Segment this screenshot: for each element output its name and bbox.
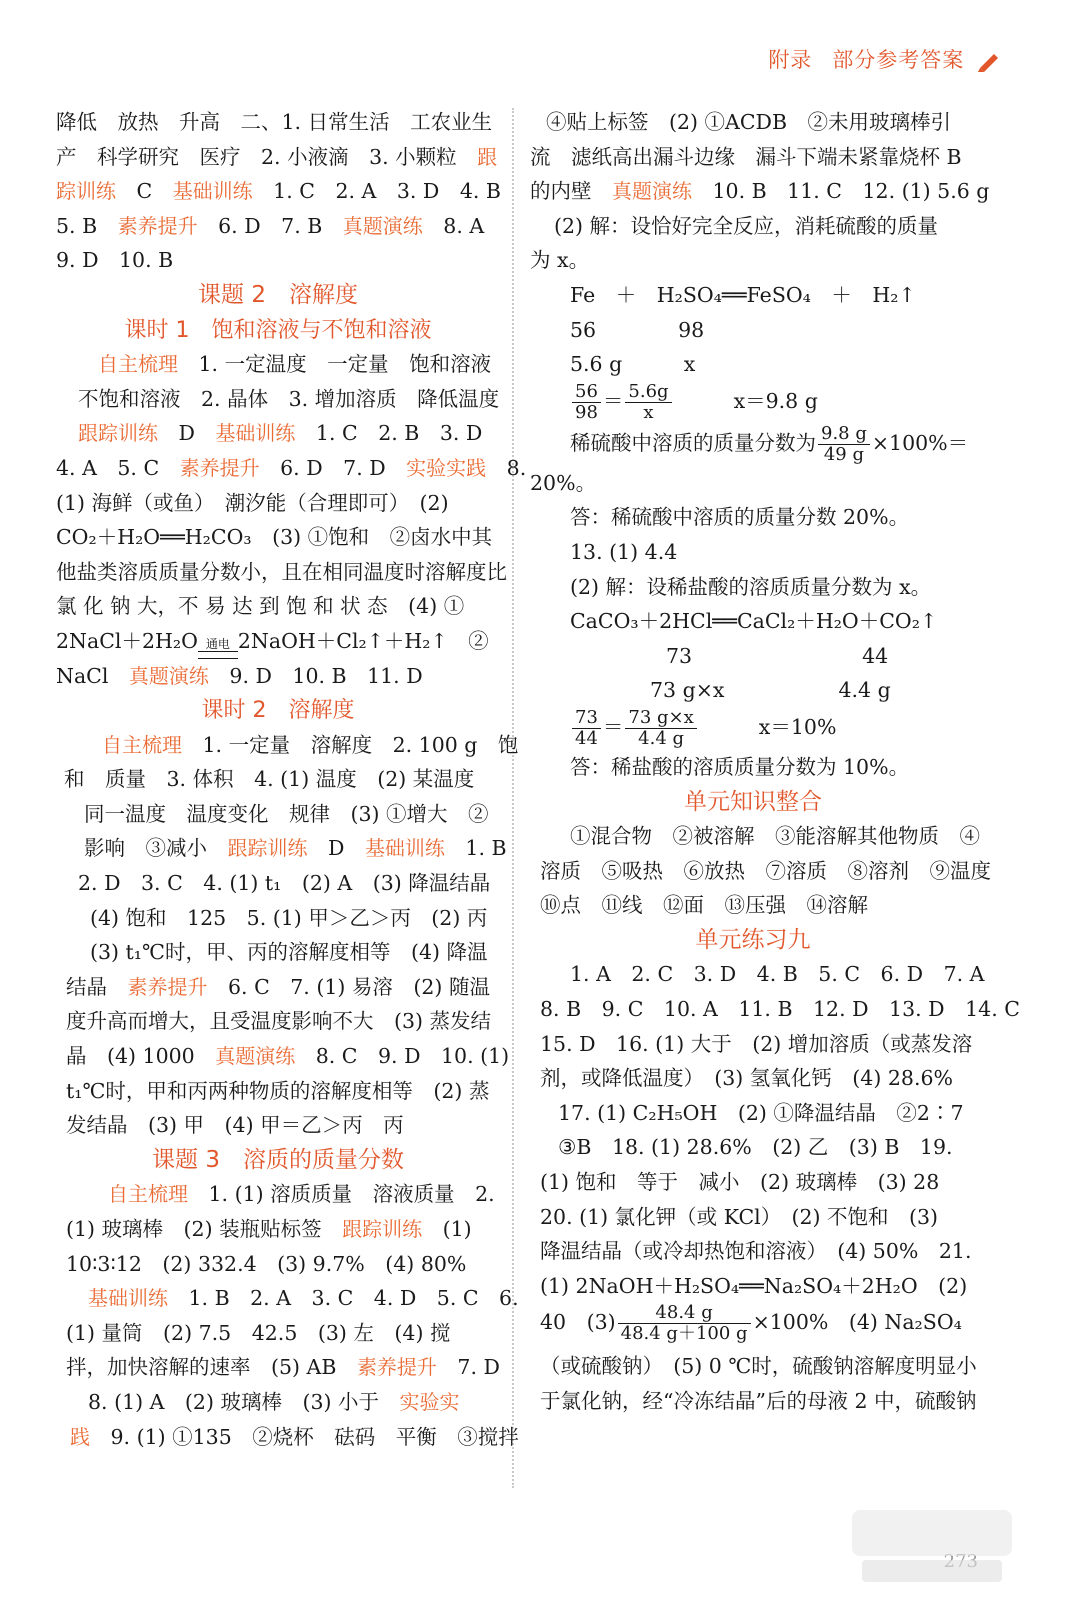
- section-tag: 素养提升: [356, 1355, 437, 1380]
- answer-line: 践 9. (1) ①135 ②烧杯 砝码 平衡 ③搅拌: [70, 1424, 519, 1449]
- answer-line: 于氯化钠，经“冷冻结晶”后的母液 2 中，硫酸钠: [540, 1389, 977, 1413]
- answer-line: 产 科学研究 医疗 2. 小液滴 3. 小颗粒 跟: [56, 144, 498, 169]
- answer-line: ③B 18. (1) 28.6% (2) 乙 (3) B 19.: [558, 1135, 953, 1160]
- chemical-equation: Fe ＋ H₂SO₄══FeSO₄ ＋ H₂↑: [570, 282, 916, 307]
- fraction: $\frac{5.6g}{x}$: [625, 382, 671, 423]
- section-tag: 基础训练: [172, 179, 253, 204]
- answer-line: 自主梳理 1. (1) 溶质质量 溶液质量 2.: [108, 1182, 495, 1207]
- unit-heading: 单元知识整合: [684, 788, 822, 815]
- answer-line: 20. (1) 氯化钾（或 KCl） (2) 不饱和 (3): [540, 1204, 939, 1229]
- answer-line: ④贴上标签 (2) ①ACDB ②未用玻璃棒引: [546, 110, 952, 134]
- section-tag: 素养提升: [179, 455, 260, 480]
- answer-line: 拌，加快溶解的速率 (5) AB 素养提升 7. D: [66, 1355, 500, 1380]
- pencil-icon: [976, 50, 1002, 72]
- answer-line: 氯 化 钠 大，不 易 达 到 饱 和 状 态 (4) ①: [56, 594, 465, 619]
- topic-heading: 课题 2 溶解度: [198, 281, 358, 308]
- equation-coefficients: 73 44: [666, 643, 889, 668]
- answer-line: 度升高而增大，且受温度影响不大 (3) 蒸发结: [66, 1009, 492, 1034]
- answer-line: (1) 玻璃棒 (2) 装瓶贴标签 跟踪训练 (1): [66, 1217, 472, 1241]
- answer-line: 流 滤纸高出漏斗边缘 漏斗下端未紧靠烧杯 B: [530, 144, 962, 169]
- section-tag: 素养提升: [117, 213, 198, 238]
- section-tag: 基础训练: [88, 1286, 168, 1311]
- answer-line: 4. A 5. C 素养提升 6. D 7. D 实验实践 8.: [56, 455, 527, 480]
- section-tag: 基础训练: [215, 421, 296, 446]
- answer-line: 降温结晶（或冷却热饱和溶液） (4) 50% 21.: [540, 1239, 972, 1264]
- right-column: [530, 105, 1020, 1419]
- answer-line: 10∶3∶12 (2) 332.4 (3) 9.7% (4) 80%: [66, 1251, 467, 1276]
- chemical-equation: 2NaCl＋2H₂O 通电 2NaOH＋Cl₂↑＋H₂↑ ②: [56, 624, 500, 659]
- section-tag: 真题演练: [215, 1044, 296, 1069]
- section-tag: 跟踪训练: [227, 836, 308, 861]
- chemical-equation: CO₂＋H₂O══H₂CO₃: [56, 525, 252, 550]
- section-tag: 实验实践: [406, 455, 487, 480]
- header-appendix: 附录: [768, 48, 813, 72]
- answer-line: 8. (1) A (2) 玻璃棒 (3) 小于 实验实: [88, 1389, 460, 1414]
- lesson-heading: 课时 1 饱和溶液与不饱和溶液: [124, 317, 432, 343]
- answer-line: (2) 解：设恰好完全反应，消耗硫酸的质量: [554, 213, 939, 238]
- answer-line: 结晶 素养提升 6. C 7. (1) 易溶 (2) 随温: [66, 974, 490, 999]
- section-tag: 踪训练: [56, 179, 116, 204]
- answer-line: 跟踪训练 D 基础训练 1. C 2. B 3. D: [78, 421, 483, 446]
- answer-line: (2) 解：设稀盐酸的溶质质量分数为 x。: [570, 574, 932, 599]
- answer-line: 同一温度 温度变化 规律 (3) ①增大 ②: [84, 801, 489, 826]
- answer-line: (4) 饱和 125 5. (1) 甲＞乙＞丙 (2) 丙: [90, 905, 488, 930]
- answer-line: 9. D 10. B: [56, 248, 174, 273]
- answer-line: 答：稀盐酸的溶质质量分数为 10%。: [570, 754, 910, 779]
- answer-line: 为 x。: [530, 248, 590, 273]
- answer-line: 不饱和溶液 2. 晶体 3. 增加溶质 降低温度: [78, 386, 500, 411]
- section-tag: 践: [70, 1424, 90, 1449]
- answer-line: CO₂＋H₂O══H₂CO₃ (3) ①饱和 ②卤水中其: [56, 525, 493, 550]
- answer-line: 13. (1) 4.4: [570, 539, 678, 564]
- section-tag: 真题演练: [342, 213, 423, 238]
- fraction: $\frac{56}{98}$: [572, 382, 601, 423]
- fraction: $\frac{9.8 g}{49 g}$: [818, 424, 870, 465]
- fraction: $\frac{73}{44}$: [572, 708, 601, 749]
- answer-line: 自主梳理 1. 一定温度 一定量 饱和溶液: [98, 352, 492, 377]
- section-tag: 自主梳理: [102, 732, 182, 757]
- answer-line: 8. B 9. C 10. A 11. B 12. D 13. D 14. C: [540, 997, 1020, 1022]
- section-tag: 跟: [477, 144, 498, 169]
- section-tag: 自主梳理: [108, 1182, 188, 1207]
- answer-line: 1. A 2. C 3. D 4. B 5. C 6. D 7. A: [570, 962, 985, 987]
- answer-line: 发结晶 (3) 甲 (4) 甲＝乙＞丙 丙: [66, 1113, 404, 1138]
- answer-line: 答：稀硫酸中溶质的质量分数 20%。: [570, 505, 910, 530]
- answer-line: 溶质 ⑤吸热 ⑥放热 ⑦溶质 ⑧溶剂 ⑨温度: [540, 858, 991, 883]
- section-tag: 真题演练: [128, 663, 209, 688]
- section-tag: 基础训练: [364, 836, 445, 861]
- proportion-equation: $\frac{56}{98}$ ＝ $\frac{5.6g}{x}$ x＝9.8 g: [530, 382, 976, 424]
- answer-line: 5. B 素养提升 6. D 7. B 真题演练 8. A: [56, 213, 485, 238]
- answer-line: 自主梳理 1. 一定量 溶解度 2. 100 g 饱: [102, 732, 519, 757]
- answer-line: 2. D 3. C 4. (1) t₁ (2) A (3) 降温结晶: [78, 871, 491, 896]
- answer-line: 和 质量 3. 体积 4. (1) 温度 (2) 某温度: [64, 767, 475, 792]
- section-tag: 实验实: [399, 1389, 460, 1414]
- header-title: 部分参考答案: [832, 48, 965, 72]
- answer-line: 踪训练 C 基础训练 1. C 2. A 3. D 4. B: [56, 179, 501, 204]
- section-tag: 跟踪训练: [342, 1217, 423, 1241]
- section-tag: 真题演练: [612, 179, 692, 204]
- fraction: $\frac{73 g\times x}{4.4 g}$: [625, 708, 696, 749]
- answer-line: 的内壁 真题演练 10. B 11. C 12. (1) 5.6 g: [530, 179, 990, 204]
- fraction: $\frac{48.4 g}{48.4 g+100 g}$: [618, 1303, 751, 1344]
- answer-line: ①混合物 ②被溶解 ③能溶解其他物质 ④: [570, 824, 980, 849]
- answer-line: 降低 放热 升高 二、1. 日常生活 工农业生: [56, 110, 493, 134]
- answer-line: 晶 (4) 1000 真题演练 8. C 9. D 10. (1): [66, 1044, 510, 1069]
- answer-line: 40 (3) $\frac{48.4 g}{48.4 g+100 g}$ ×100% (4) Na₂SO₄: [540, 1302, 962, 1345]
- lesson-heading: 课时 2 溶解度: [201, 698, 355, 724]
- section-tag: 素养提升: [127, 974, 208, 999]
- section-tag: 跟踪训练: [78, 421, 158, 446]
- answer-line: t₁℃时，甲和丙两种物质的溶解度相等 (2) 蒸: [66, 1078, 490, 1103]
- watermark-logo: [842, 1506, 1022, 1586]
- answer-line: (1) 饱和 等于 减小 (2) 玻璃棒 (3) 28: [540, 1170, 940, 1195]
- equation-coefficients: 56 98: [570, 317, 705, 342]
- proportion-equation: $\frac{73}{44}$ ＝ $\frac{73 g\times x}{4.4 g}$ x＝10%: [530, 708, 976, 750]
- answer-line: 20%。: [530, 470, 597, 495]
- answer-line: 稀硫酸中溶质的质量分数为 $\frac{9.8 g}{49 g}$ ×100%＝: [570, 422, 969, 465]
- left-column: [56, 105, 527, 1454]
- answer-line: (1) 量筒 (2) 7.5 42.5 (3) 左 (4) 搅: [66, 1320, 451, 1345]
- answer-line: NaCl 真题演练 9. D 10. B 11. D: [56, 663, 423, 688]
- equation-quantities: 73 g×x 4.4 g: [650, 678, 891, 703]
- chemical-equation: CaCO₃＋2HCl══CaCl₂＋H₂O＋CO₂↑: [570, 609, 938, 634]
- answer-line: 剂，或降低温度） (3) 氢氧化钙 (4) 28.6%: [540, 1066, 953, 1091]
- page-header: [768, 44, 1002, 74]
- unit-heading: 单元练习九: [695, 926, 811, 953]
- answer-line: （或硫酸钠） (5) 0 ℃时，硫酸钠溶解度明显小: [540, 1354, 977, 1379]
- answer-line: 15. D 16. (1) 大于 (2) 增加溶质（或蒸发溶: [540, 1031, 973, 1056]
- answer-line: 影响 ③减小 跟踪训练 D 基础训练 1. B: [84, 836, 507, 861]
- answer-line: (1) 海鲜（或鱼） 潮汐能（合理即可） (2): [56, 490, 449, 515]
- chemical-equation: (1) 2NaOH＋H₂SO₄══Na₂SO₄＋2H₂O (2): [540, 1273, 968, 1298]
- answer-line: 17. (1) C₂H₅OH (2) ①降温结晶 ②2∶7: [558, 1100, 964, 1125]
- topic-heading: 课题 3 溶质的质量分数: [152, 1146, 404, 1173]
- answer-line: ⑩点 ⑪线 ⑫面 ⑬压强 ⑭溶解: [540, 893, 868, 918]
- equation-quantities: 5.6 g x: [570, 352, 696, 377]
- answer-line: 他盐类溶质质量分数小，且在相同温度时溶解度比: [56, 559, 507, 584]
- answer-line: 基础训练 1. B 2. A 3. C 4. D 5. C 6.: [88, 1286, 519, 1311]
- section-tag: 自主梳理: [98, 352, 178, 377]
- reaction-condition: 通电: [198, 637, 238, 659]
- answer-line: (3) t₁℃时，甲、丙的溶解度相等 (4) 降温: [90, 940, 488, 965]
